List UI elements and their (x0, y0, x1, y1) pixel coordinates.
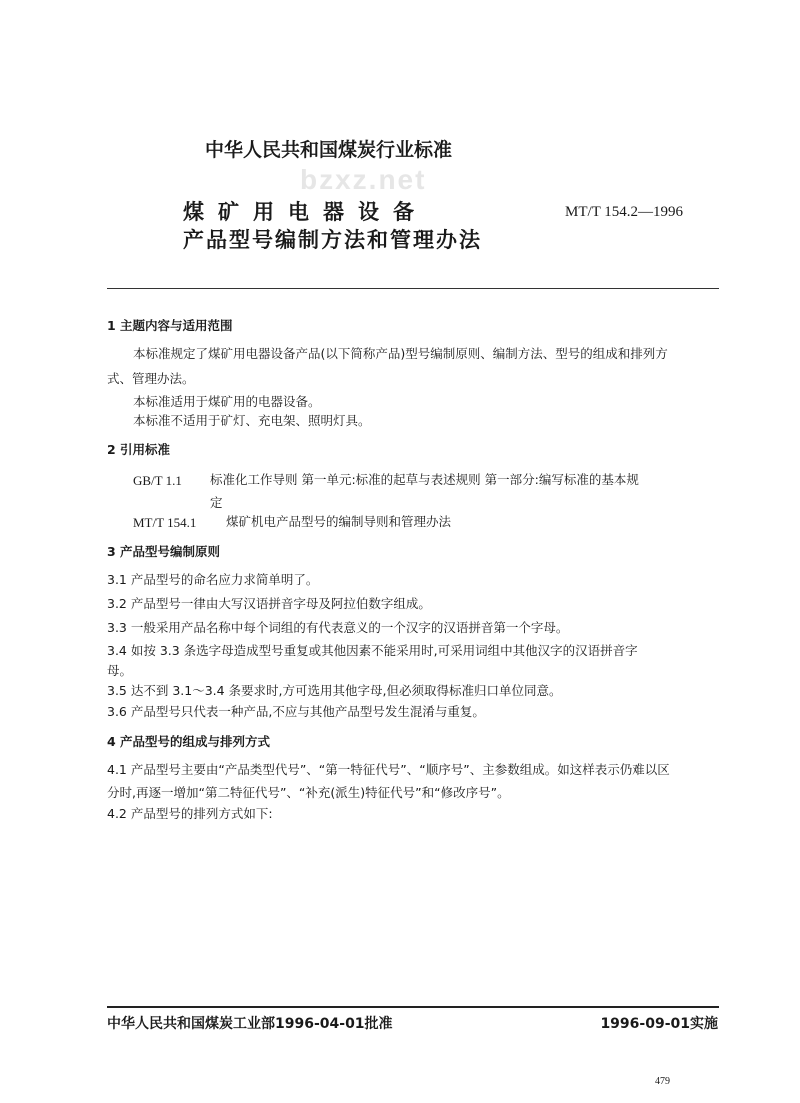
reference-title-cont: 定 (210, 495, 223, 510)
clause-cont: 分时,再逐一增加“第二特征代号”、“补充(派生)特征代号”和“修改序号”。 (107, 785, 510, 800)
section-3-heading: 3 产品型号编制原则 (107, 544, 221, 559)
clause: 3.4 如按 3.3 条选字母造成型号重复或其他因素不能采用时,可采用词组中其他汉字的汉语拼音字 (107, 643, 638, 658)
standard-number: MT/T 154.2—1996 (565, 204, 684, 220)
section-1-heading: 1 主题内容与适用范围 (107, 318, 233, 333)
clause: 3.2 产品型号一律由大写汉语拼音字母及阿拉伯数字组成。 (107, 596, 431, 611)
clause: 3.6 产品型号只代表一种产品,不应与其他产品型号发生混淆与重复。 (107, 704, 485, 719)
watermark: bzxz.net (300, 164, 427, 195)
footer-divider (107, 1006, 719, 1008)
reference-code: MT/T 154.1 (133, 515, 197, 530)
document-title-line1: 煤矿用电器设备 (183, 200, 428, 224)
clause-cont: 母。 (107, 663, 133, 678)
reference-title: 煤矿机电产品型号的编制导则和管理办法 (226, 514, 452, 529)
clause: 4.2 产品型号的排列方式如下: (107, 806, 273, 821)
document-title-line2: 产品型号编制方法和管理办法 (183, 228, 482, 252)
clause: 3.3 一般采用产品名称中每个词组的有代表意义的一个汉字的汉语拼音第一个字母。 (107, 620, 569, 635)
reference-code: GB/T 1.1 (133, 473, 182, 488)
paragraph: 式、管理办法。 (107, 371, 195, 386)
paragraph: 本标准规定了煤矿用电器设备产品(以下简称产品)型号编制原则、编制方法、型号的组成和排列方 (133, 346, 668, 361)
clause: 4.1 产品型号主要由“产品类型代号”、“第一特征代号”、“顺序号”、主参数组成。如这样表示仍难以区 (107, 762, 670, 777)
page-number: 479 (655, 1076, 670, 1087)
header-divider (107, 288, 719, 289)
clause: 3.5 达不到 3.1～3.4 条要求时,方可选用其他字母,但必须取得标准归口单位同意。 (107, 683, 562, 698)
org-title: 中华人民共和国煤炭行业标准 (205, 139, 453, 161)
clause: 3.1 产品型号的命名应力求简单明了。 (107, 572, 319, 587)
approval-date: 中华人民共和国煤炭工业部1996-04-01批准 (107, 1016, 393, 1032)
paragraph: 本标准不适用于矿灯、充电架、照明灯具。 (133, 413, 371, 428)
section-2-heading: 2 引用标准 (107, 442, 171, 457)
reference-title: 标准化工作导则 第一单元:标准的起草与表述规则 第一部分:编写标准的基本规 (210, 472, 639, 487)
paragraph: 本标准适用于煤矿用的电器设备。 (133, 394, 321, 409)
implementation-date: 1996-09-01实施 (600, 1016, 718, 1032)
section-4-heading: 4 产品型号的组成与排列方式 (107, 734, 271, 749)
